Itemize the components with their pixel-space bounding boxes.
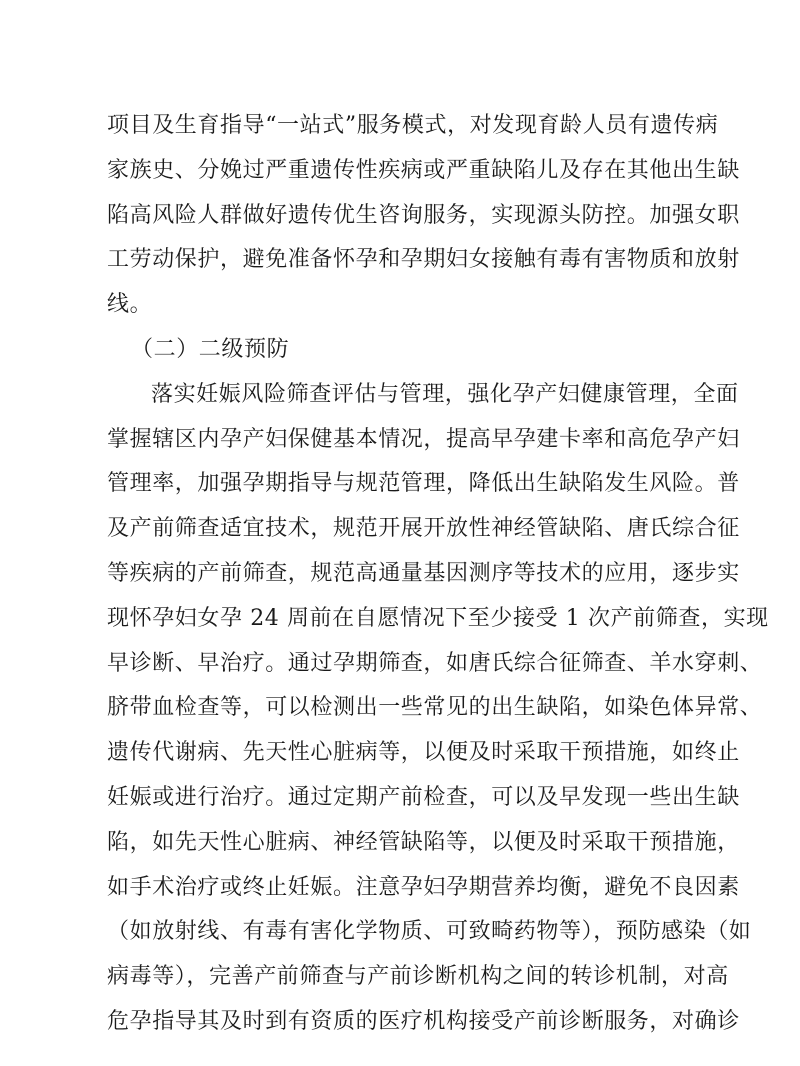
paragraph-line: 等疾病的产前筛查，规范高通量基因测序等技术的应用，逐步实 [107,560,740,586]
paragraph-line: 掌握辖区内孕产妇保健基本情况，提高早孕建卡率和高危孕产妇 [107,426,740,452]
paragraph-line: 遗传代谢病、先天性心脏病等，以便及时采取干预措施，如终止 [107,740,740,766]
paragraph-line: 陷，如先天性心脏病、神经管缺陷等，以便及时采取干预措施， [107,829,740,855]
paragraph-line: 病毒等），完善产前筛查与产前诊断机构之间的转诊机制，对高 [107,964,729,990]
paragraph-line: 脐带血检查等，可以检测出一些常见的出生缺陷，如染色体异常、 [107,695,763,721]
paragraph-line: 陷高风险人群做好遗传优生咨询服务，实现源头防控。加强女职 [107,202,740,228]
paragraph-line: 项目及生育指导“一站式”服务模式，对发现育龄人员有遗传病 [107,113,719,138]
paragraph-line: 工劳动保护，避免准备怀孕和孕期妇女接触有毒有害物质和放射 [107,247,740,273]
paragraph-line: 家族史、分娩过严重遗传性疾病或严重缺陷儿及存在其他出生缺 [107,157,740,183]
paragraph-line: 及产前筛查适宜技术，规范开展开放性神经管缺陷、唐氏综合征 [107,516,740,542]
paragraph-line: 妊娠或进行治疗。通过定期产前检查，可以及早发现一些出生缺 [107,784,740,810]
paragraph-line: （如放射线、有毒有害化学物质、可致畸药物等），预防感染（如 [107,919,752,945]
paragraph-line: 落实妊娠风险筛查评估与管理，强化孕产妇健康管理，全面 [151,381,739,407]
paragraph-line: 早诊断、早治疗。通过孕期筛查，如唐氏综合征筛查、羊水穿刺、 [107,650,763,676]
paragraph-line: 管理率，加强孕期指导与规范管理，降低出生缺陷发生风险。普 [107,471,740,497]
paragraph-line: 危孕指导其及时到有资质的医疗机构接受产前诊断服务，对确诊 [107,1008,740,1034]
paragraph-line: 线。 [107,292,153,318]
paragraph-line: 如手术治疗或终止妊娠。注意孕妇孕期营养均衡，避免不良因素 [107,874,740,900]
section-heading: （二）二级预防 [131,336,290,362]
paragraph-line: 现怀孕妇女孕 24 周前在自愿情况下至少接受 1 次产前筛查，实现 [107,605,769,631]
document-body [107,104,769,1045]
paragraph-2 [107,373,769,1045]
paragraph-1 [107,104,740,328]
